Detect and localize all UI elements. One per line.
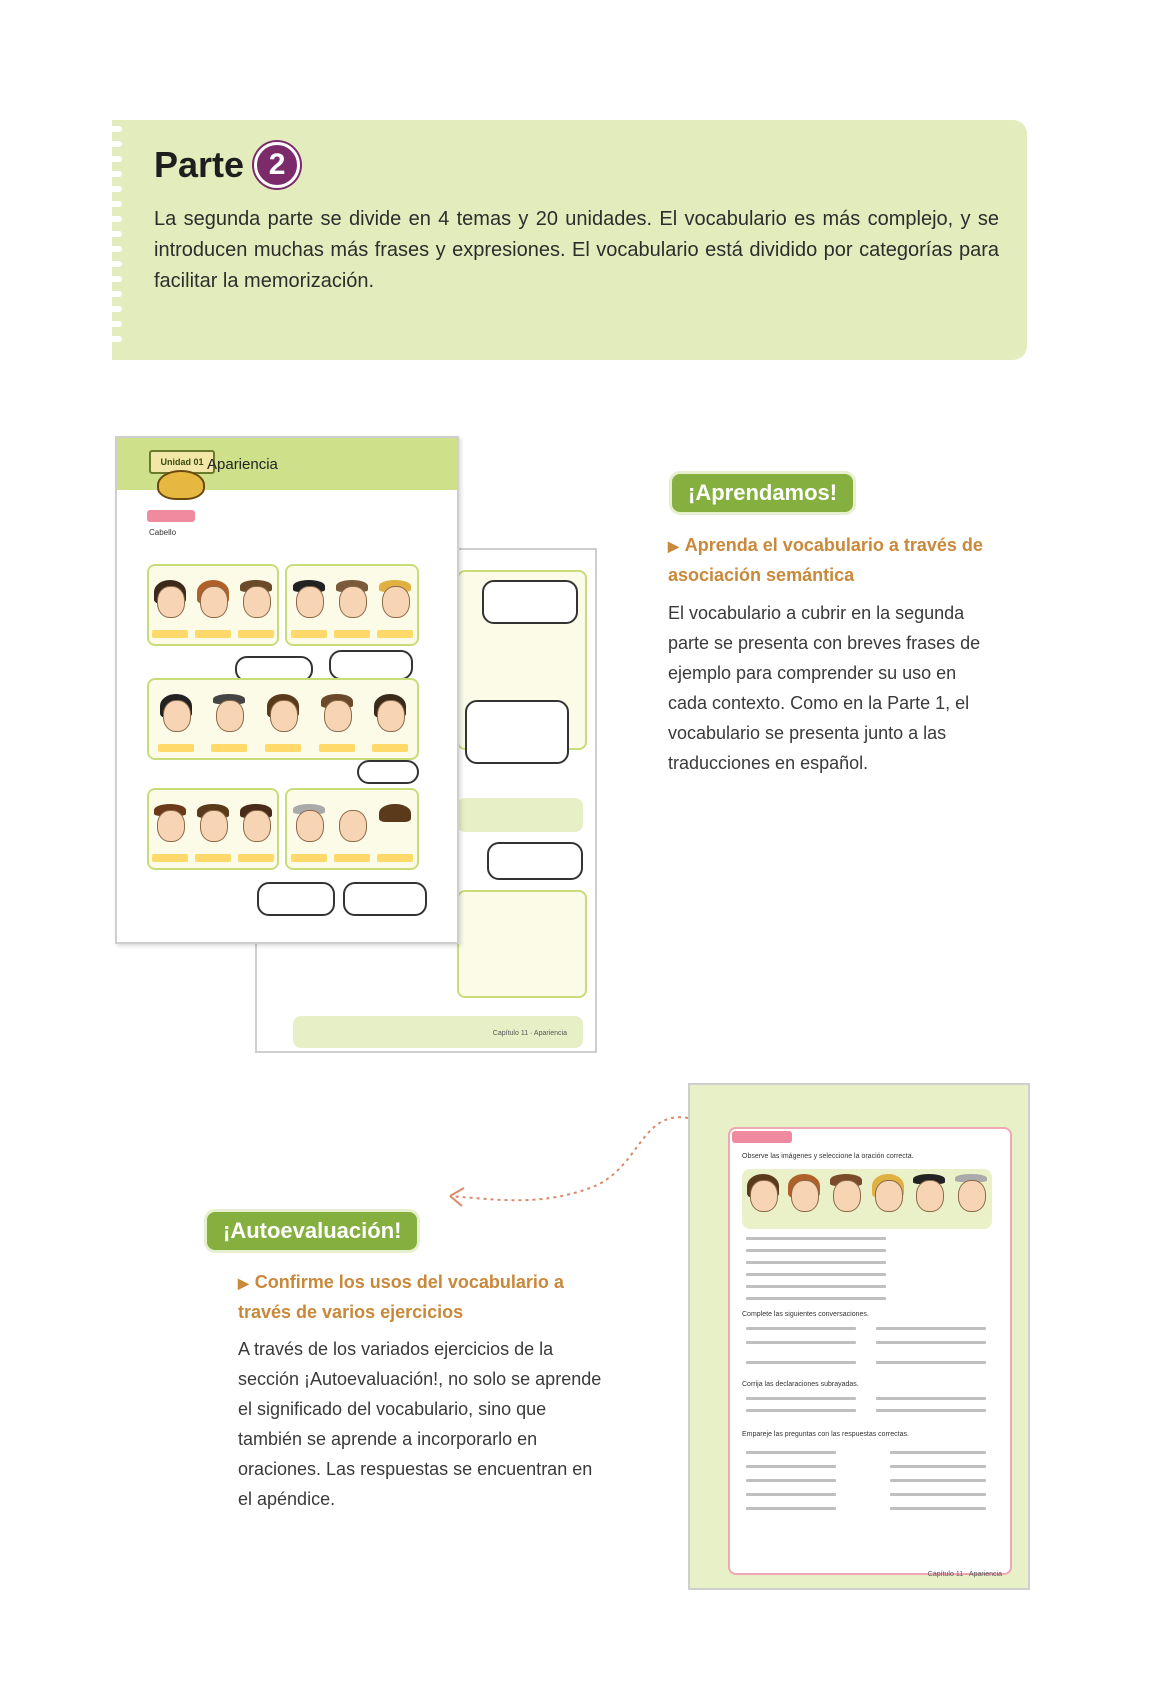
- dotted-arrow-icon: [440, 1100, 690, 1240]
- exercise-line: [746, 1249, 886, 1252]
- part-title: [154, 142, 300, 188]
- aprendamos-subtitle-text: Aprenda el vocabulario a través de asociación semántica: [668, 535, 983, 585]
- aprendamos-body: El vocabulario a cubrir en la segunda parte se presenta con breves frases de ejemplo para comprender su uso en cada contexto. Como en la Parte 1, el vocabulario se presenta junto a las traducciones en español.: [668, 603, 981, 773]
- part-description: La segunda parte se divide en 4 temas y 20 unidades. El vocabulario es más complejo, y se introducen muchas más frases y expresiones. El vocabulario está dividido por categorías para facilitar la memorización.: [154, 208, 999, 292]
- face-icon: [215, 694, 243, 744]
- exercise-line: [890, 1507, 986, 1510]
- exercise-line: [746, 1465, 836, 1468]
- exercise-line: [876, 1409, 986, 1412]
- face-icon: [376, 694, 404, 744]
- exercise-q2: Complete las siguientes conversaciones.: [742, 1311, 869, 1318]
- exercise-line: [890, 1479, 986, 1482]
- exercise-line: [746, 1507, 836, 1510]
- unit-tag: Unidad 01: [149, 450, 215, 474]
- exercise-line: [746, 1341, 856, 1344]
- face-icon: [156, 804, 184, 854]
- illustration-card: [147, 564, 279, 646]
- autoevaluacion-badge: ¡Autoevaluación!: [207, 1212, 417, 1250]
- sample-page-eval: [688, 1083, 1030, 1590]
- triangle-right-icon: ▶: [668, 538, 679, 554]
- sample-page-front: [115, 436, 459, 944]
- speech-bubble: [487, 842, 583, 880]
- speech-bubble: [343, 882, 427, 916]
- speech-bubble: [329, 650, 413, 680]
- face-icon: [242, 804, 270, 854]
- exercise-line: [746, 1261, 886, 1264]
- autoevaluacion-subtitle: [238, 1268, 608, 1327]
- exercise-line: [746, 1285, 886, 1288]
- face-icon: [323, 694, 351, 744]
- exercise-line: [746, 1397, 856, 1400]
- exercise-line: [746, 1479, 836, 1482]
- exercise-line: [746, 1273, 886, 1276]
- page-footer: Capítulo 11 · Apariencia: [492, 1030, 567, 1037]
- page-footer: Capítulo 11 · Apariencia: [927, 1571, 1002, 1578]
- section-tag: [732, 1131, 792, 1143]
- speech-bubble: [357, 760, 419, 784]
- page-header-title: Apariencia: [207, 456, 278, 473]
- triangle-right-icon: ▶: [238, 1275, 249, 1291]
- exercise-line: [746, 1361, 856, 1364]
- face-icon: [790, 1174, 818, 1224]
- section-label: Cabello: [149, 528, 177, 537]
- speech-bubble: [482, 580, 578, 624]
- exercise-q4: Empareje las preguntas con las respuestas correctas.: [742, 1431, 909, 1438]
- face-icon: [156, 580, 184, 630]
- notebook-spiral: [108, 126, 122, 354]
- illustration-card: [147, 788, 279, 870]
- face-icon: [381, 804, 409, 854]
- face-icon: [338, 580, 366, 630]
- face-icon: [295, 580, 323, 630]
- face-icon: [338, 804, 366, 854]
- face-icon: [749, 1174, 777, 1224]
- face-icon: [957, 1174, 985, 1224]
- exercise-line: [890, 1451, 986, 1454]
- face-icon: [915, 1174, 943, 1224]
- illustration-card: [285, 788, 419, 870]
- exercise-line: [746, 1409, 856, 1412]
- speech-bubble: [465, 700, 569, 764]
- exercise-q3: Corrija las declaraciones subrayadas.: [742, 1381, 859, 1388]
- exercise-line: [746, 1451, 836, 1454]
- autoevaluacion-subtitle-text: Confirme los usos del vocabulario a través de varios ejercicios: [238, 1272, 564, 1322]
- exercise-line: [890, 1493, 986, 1496]
- part-number-badge: 2: [254, 142, 300, 188]
- pot-illustration-icon: [157, 470, 205, 500]
- part-intro-box: [112, 120, 1027, 360]
- exercise-line: [876, 1327, 986, 1330]
- exercise-line: [746, 1237, 886, 1240]
- illustration-card: [285, 564, 419, 646]
- face-icon: [381, 580, 409, 630]
- face-icon: [199, 804, 227, 854]
- face-icon: [199, 580, 227, 630]
- face-icon: [832, 1174, 860, 1224]
- exercise-line: [746, 1493, 836, 1496]
- aprendamos-subtitle: [668, 531, 1008, 590]
- exercise-line: [890, 1465, 986, 1468]
- example-band: [457, 798, 583, 832]
- autoevaluacion-body: A través de los variados ejercicios de la sección ¡Autoevaluación!, no solo se aprende el significado del vocabulario, sino que también se aprende a incorporarlo en oraciones. Las respuestas se encuentran en el apéndice.: [238, 1339, 602, 1509]
- face-icon: [162, 694, 190, 744]
- part-title-text: Parte: [154, 144, 245, 185]
- face-icon: [295, 804, 323, 854]
- speech-bubble: [257, 882, 335, 916]
- aprendamos-badge: ¡Aprendamos!: [672, 474, 853, 512]
- section-tag: [147, 510, 195, 522]
- exercise-line: [876, 1397, 986, 1400]
- exercise-q1: Observe las imágenes y seleccione la oración correcta.: [742, 1153, 914, 1160]
- face-icon: [269, 694, 297, 744]
- exercise-line: [746, 1297, 886, 1300]
- exercise-line: [876, 1361, 986, 1364]
- face-icon: [874, 1174, 902, 1224]
- exercise-line: [876, 1341, 986, 1344]
- character-lineup: [742, 1169, 992, 1229]
- illustration-card: [147, 678, 419, 760]
- face-icon: [242, 580, 270, 630]
- exercise-line: [746, 1327, 856, 1330]
- illustration-card: [457, 890, 587, 998]
